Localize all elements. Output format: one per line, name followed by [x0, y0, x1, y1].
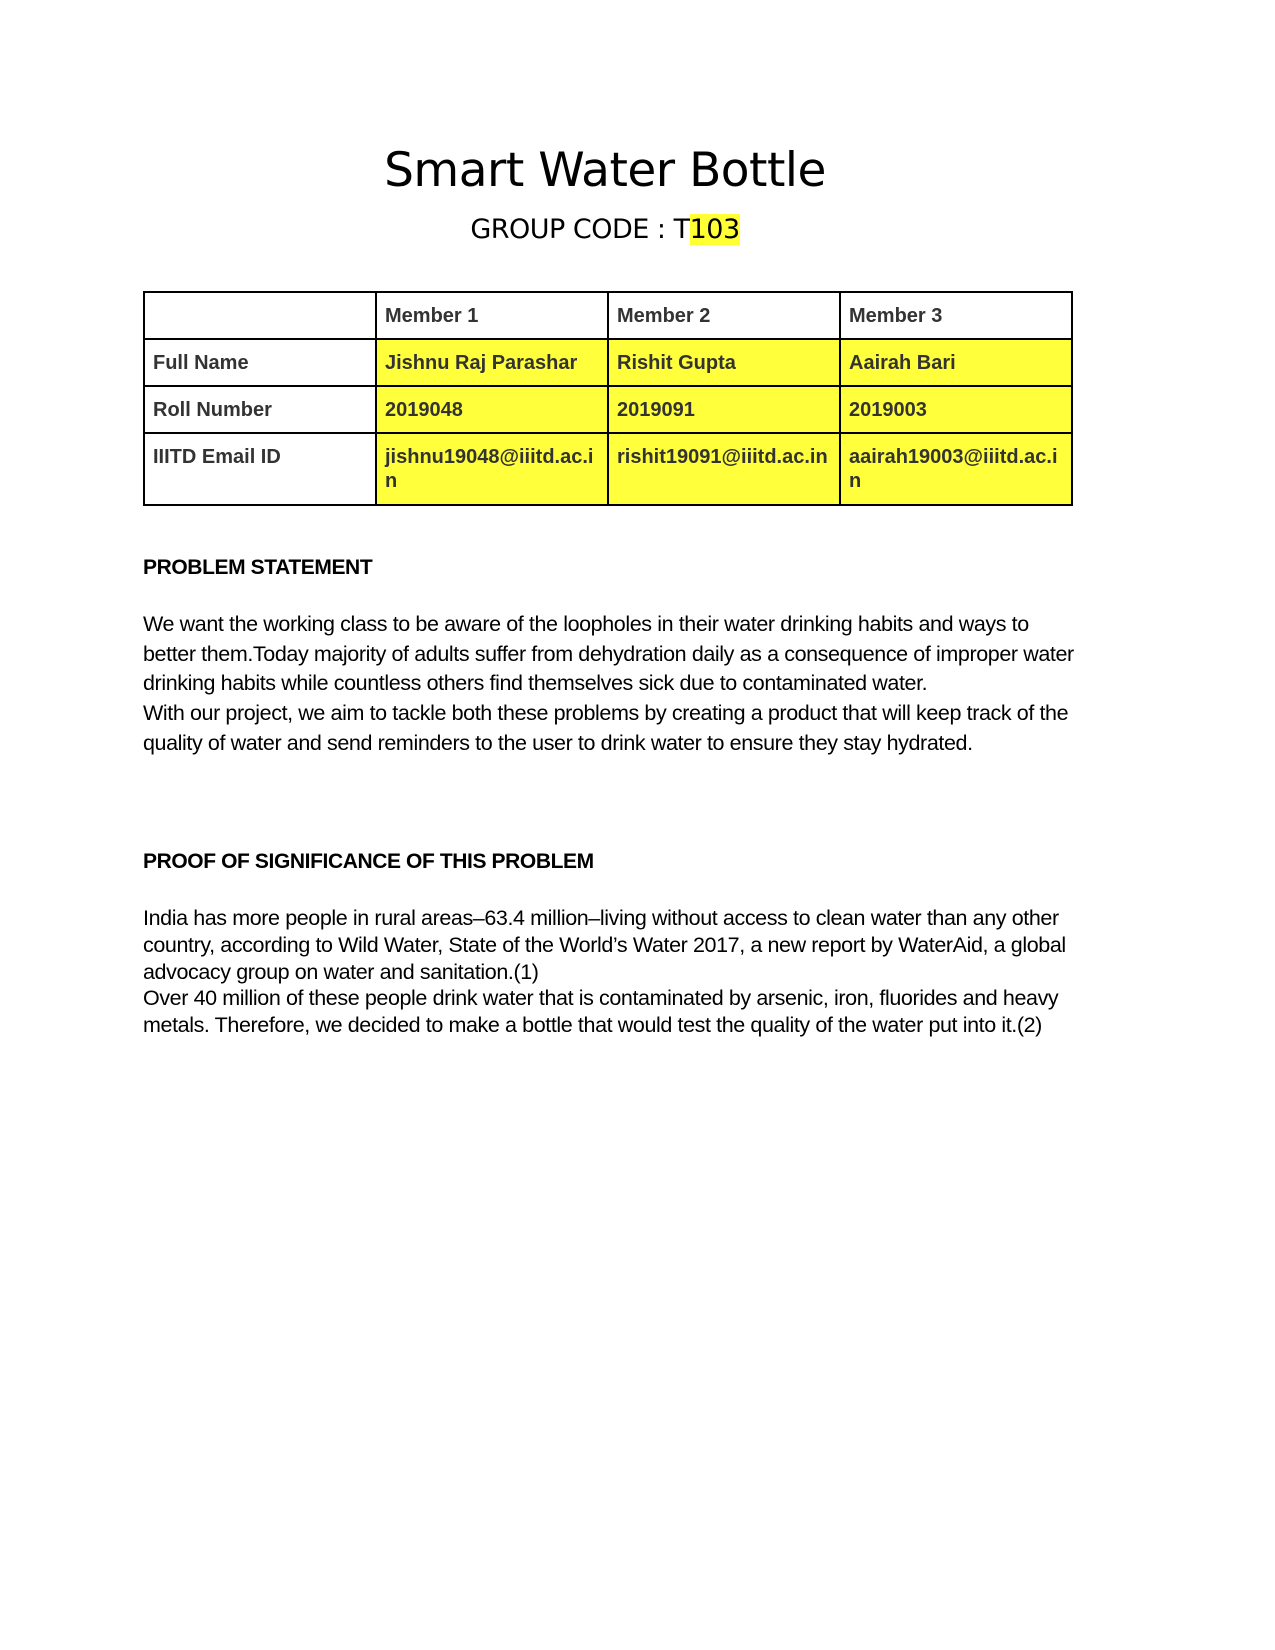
table-cell: rishit19091@iiitd.ac.in: [608, 433, 840, 505]
table-cell: 2019003: [840, 386, 1072, 433]
table-header-cell: [144, 292, 376, 339]
group-code: [0, 214, 1210, 245]
table-cell: 2019048: [376, 386, 608, 433]
section-heading: PROBLEM STATEMENT: [143, 556, 373, 579]
paragraph: With our project, we aim to tackle both these problems by creating a product that will keep track of the quality of water and send reminders to the user to drink water to ensure they stay hydrated.: [143, 701, 1069, 755]
table-cell: aairah19003@iiitd.ac.in: [840, 433, 1072, 505]
members-table: [143, 291, 1073, 506]
row-label: Roll Number: [144, 386, 376, 433]
table-header-row: [144, 292, 1072, 339]
table-row: [144, 386, 1072, 433]
group-code-number: 103: [689, 214, 740, 245]
table-row: [144, 433, 1072, 505]
table-header-cell: Member 1: [376, 292, 608, 339]
section-body: [143, 610, 1078, 759]
row-label: Full Name: [144, 339, 376, 386]
document-title: Smart Water Bottle: [384, 143, 826, 198]
row-label: IIITD Email ID: [144, 433, 376, 505]
table-cell: Jishnu Raj Parashar: [376, 339, 608, 386]
table-cell: 2019091: [608, 386, 840, 433]
table-row: [144, 339, 1072, 386]
table-cell: Rishit Gupta: [608, 339, 840, 386]
table-header-cell: Member 2: [608, 292, 840, 339]
section-body: [143, 905, 1078, 1039]
paragraph: We want the working class to be aware of the loopholes in their water drinking habits and ways to better them.Today majority of adults suffer from dehydration daily as a consequence of improper water drinking habits while countless others find themselves sick due to contaminated water.: [143, 612, 1074, 696]
table-cell: Aairah Bari: [840, 339, 1072, 386]
table-header-cell: Member 3: [840, 292, 1072, 339]
group-code-label: GROUP CODE : T: [470, 214, 690, 245]
table-cell: jishnu19048@iiitd.ac.in: [376, 433, 608, 505]
paragraph: Over 40 million of these people drink water that is contaminated by arsenic, iron, fluorides and heavy metals. Therefore, we decided to make a bottle that would test the quality of the water put into it.(2): [143, 986, 1059, 1038]
section-heading: PROOF OF SIGNIFICANCE OF THIS PROBLEM: [143, 850, 594, 873]
paragraph: India has more people in rural areas–63.4 million–living without access to clean water than any other country, according to Wild Water, State of the World’s Water 2017, a new report by WaterAid, a global advocacy group on water and sanitation.(1): [143, 906, 1066, 984]
